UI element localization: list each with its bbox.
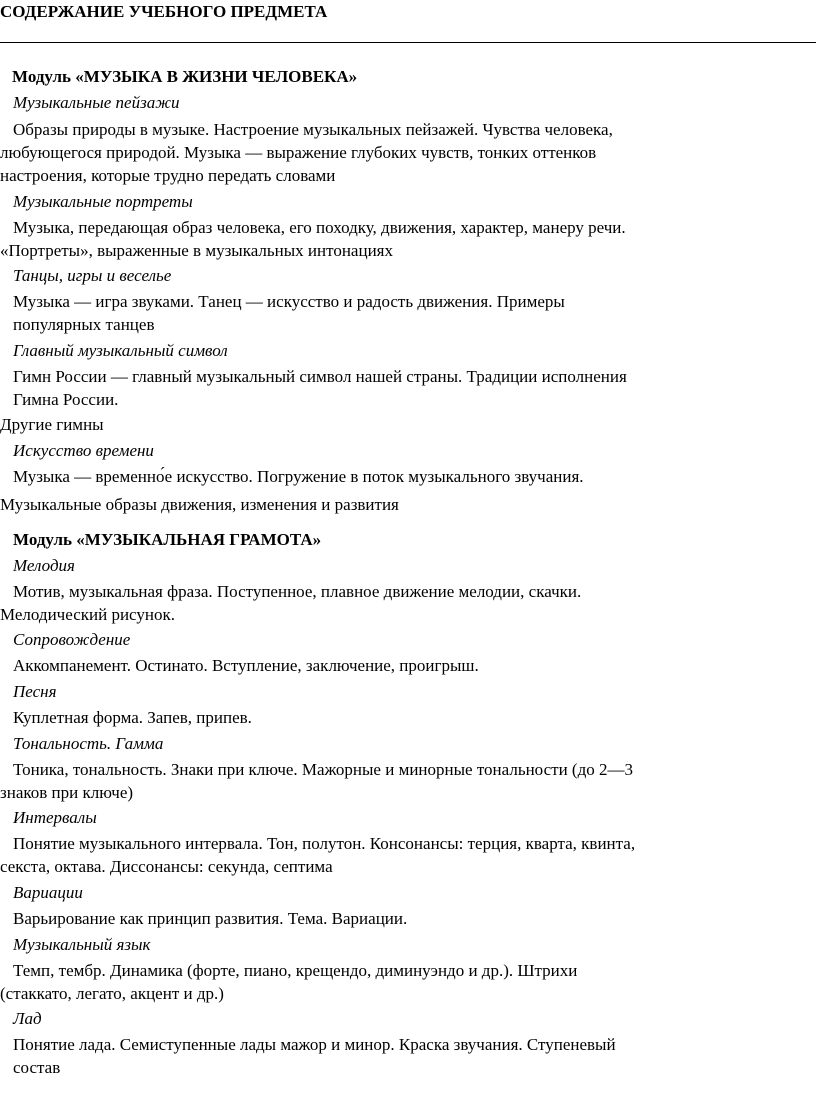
topic-title: Интервалы xyxy=(13,808,97,827)
topic-text-line: Куплетная форма. Запев, припев. xyxy=(13,708,252,727)
title-divider xyxy=(0,42,816,43)
topic-title: Танцы, игры и веселье xyxy=(13,266,172,285)
topic-text-line: Гимн России — главный музыкальный символ нашей страны. Традиции исполнения xyxy=(13,367,627,386)
topic-text-line: Мотив, музыкальная фраза. Поступенное, плавное движение мелодии, скачки. xyxy=(13,582,582,601)
module-heading: Модуль «МУЗЫКАЛЬНАЯ ГРАМОТА» xyxy=(13,530,322,549)
topic-text-line: популярных танцев xyxy=(13,315,155,334)
page-title: СОДЕРЖАНИЕ УЧЕБНОГО ПРЕДМЕТА xyxy=(0,2,328,21)
topic-title: Музыкальные портреты xyxy=(13,192,193,211)
topic-text-line: настроения, которые трудно передать словами xyxy=(0,166,336,185)
topic-text-line: состав xyxy=(13,1058,61,1077)
topic-text-line: Образы природы в музыке. Настроение музыкальных пейзажей. Чувства человека, xyxy=(13,120,613,139)
topic-text-line: Другие гимны xyxy=(0,415,104,434)
topic-text-line: Понятие музыкального интервала. Тон, полутон. Консонансы: терция, кварта, квинта, xyxy=(13,834,636,853)
topic-text-line: Музыка — временно́е искусство. Погружение в поток музыкального звучания. xyxy=(13,467,584,486)
topic-text-line: Музыка — игра звуками. Танец — искусство и радость движения. Примеры xyxy=(13,292,565,311)
topic-text-line: Гимна России. xyxy=(13,390,119,409)
topic-title: Искусство времени xyxy=(13,441,154,460)
module-heading: Модуль «МУЗЫКА В ЖИЗНИ ЧЕЛОВЕКА» xyxy=(12,67,358,86)
topic-text-line: секста, октава. Диссонансы: секунда, септима xyxy=(0,857,333,876)
topic-title: Тональность. Гамма xyxy=(13,734,164,753)
topic-text-line: Музыкальные образы движения, изменения и развития xyxy=(0,495,399,514)
topic-title: Песня xyxy=(13,682,57,701)
topic-text-line: «Портреты», выраженные в музыкальных интонациях xyxy=(0,241,393,260)
topic-title: Сопровождение xyxy=(13,630,131,649)
topic-title: Мелодия xyxy=(13,556,75,575)
topic-text-line: любующегося природой. Музыка — выражение глубоких чувств, тонких оттенков xyxy=(0,143,597,162)
topic-text-line: Музыка, передающая образ человека, его походку, движения, характер, манеру речи. xyxy=(13,218,626,237)
topic-title: Вариации xyxy=(13,883,83,902)
topic-text-line: Варьирование как принцип развития. Тема. Вариации. xyxy=(13,909,408,928)
topic-title: Главный музыкальный символ xyxy=(13,341,228,360)
topic-text-line: Темп, тембр. Динамика (форте, пиано, крещендо, диминуэндо и др.). Штрихи xyxy=(13,961,578,980)
topic-title: Музыкальный язык xyxy=(13,935,151,954)
topic-title: Музыкальные пейзажи xyxy=(13,93,180,112)
topic-text-line: Тоника, тональность. Знаки при ключе. Мажорные и минорные тональности (до 2—3 xyxy=(13,760,633,779)
topic-text-line: Аккомпанемент. Остинато. Вступление, заключение, проигрыш. xyxy=(13,656,479,675)
topic-title: Лад xyxy=(13,1009,42,1028)
topic-text-line: знаков при ключе) xyxy=(0,783,134,802)
topic-text-line: Понятие лада. Семиступенные лады мажор и минор. Краска звучания. Ступеневый xyxy=(13,1035,616,1054)
topic-text-line: (стаккато, легато, акцент и др.) xyxy=(0,984,224,1003)
topic-text-line: Мелодический рисунок. xyxy=(0,605,175,624)
